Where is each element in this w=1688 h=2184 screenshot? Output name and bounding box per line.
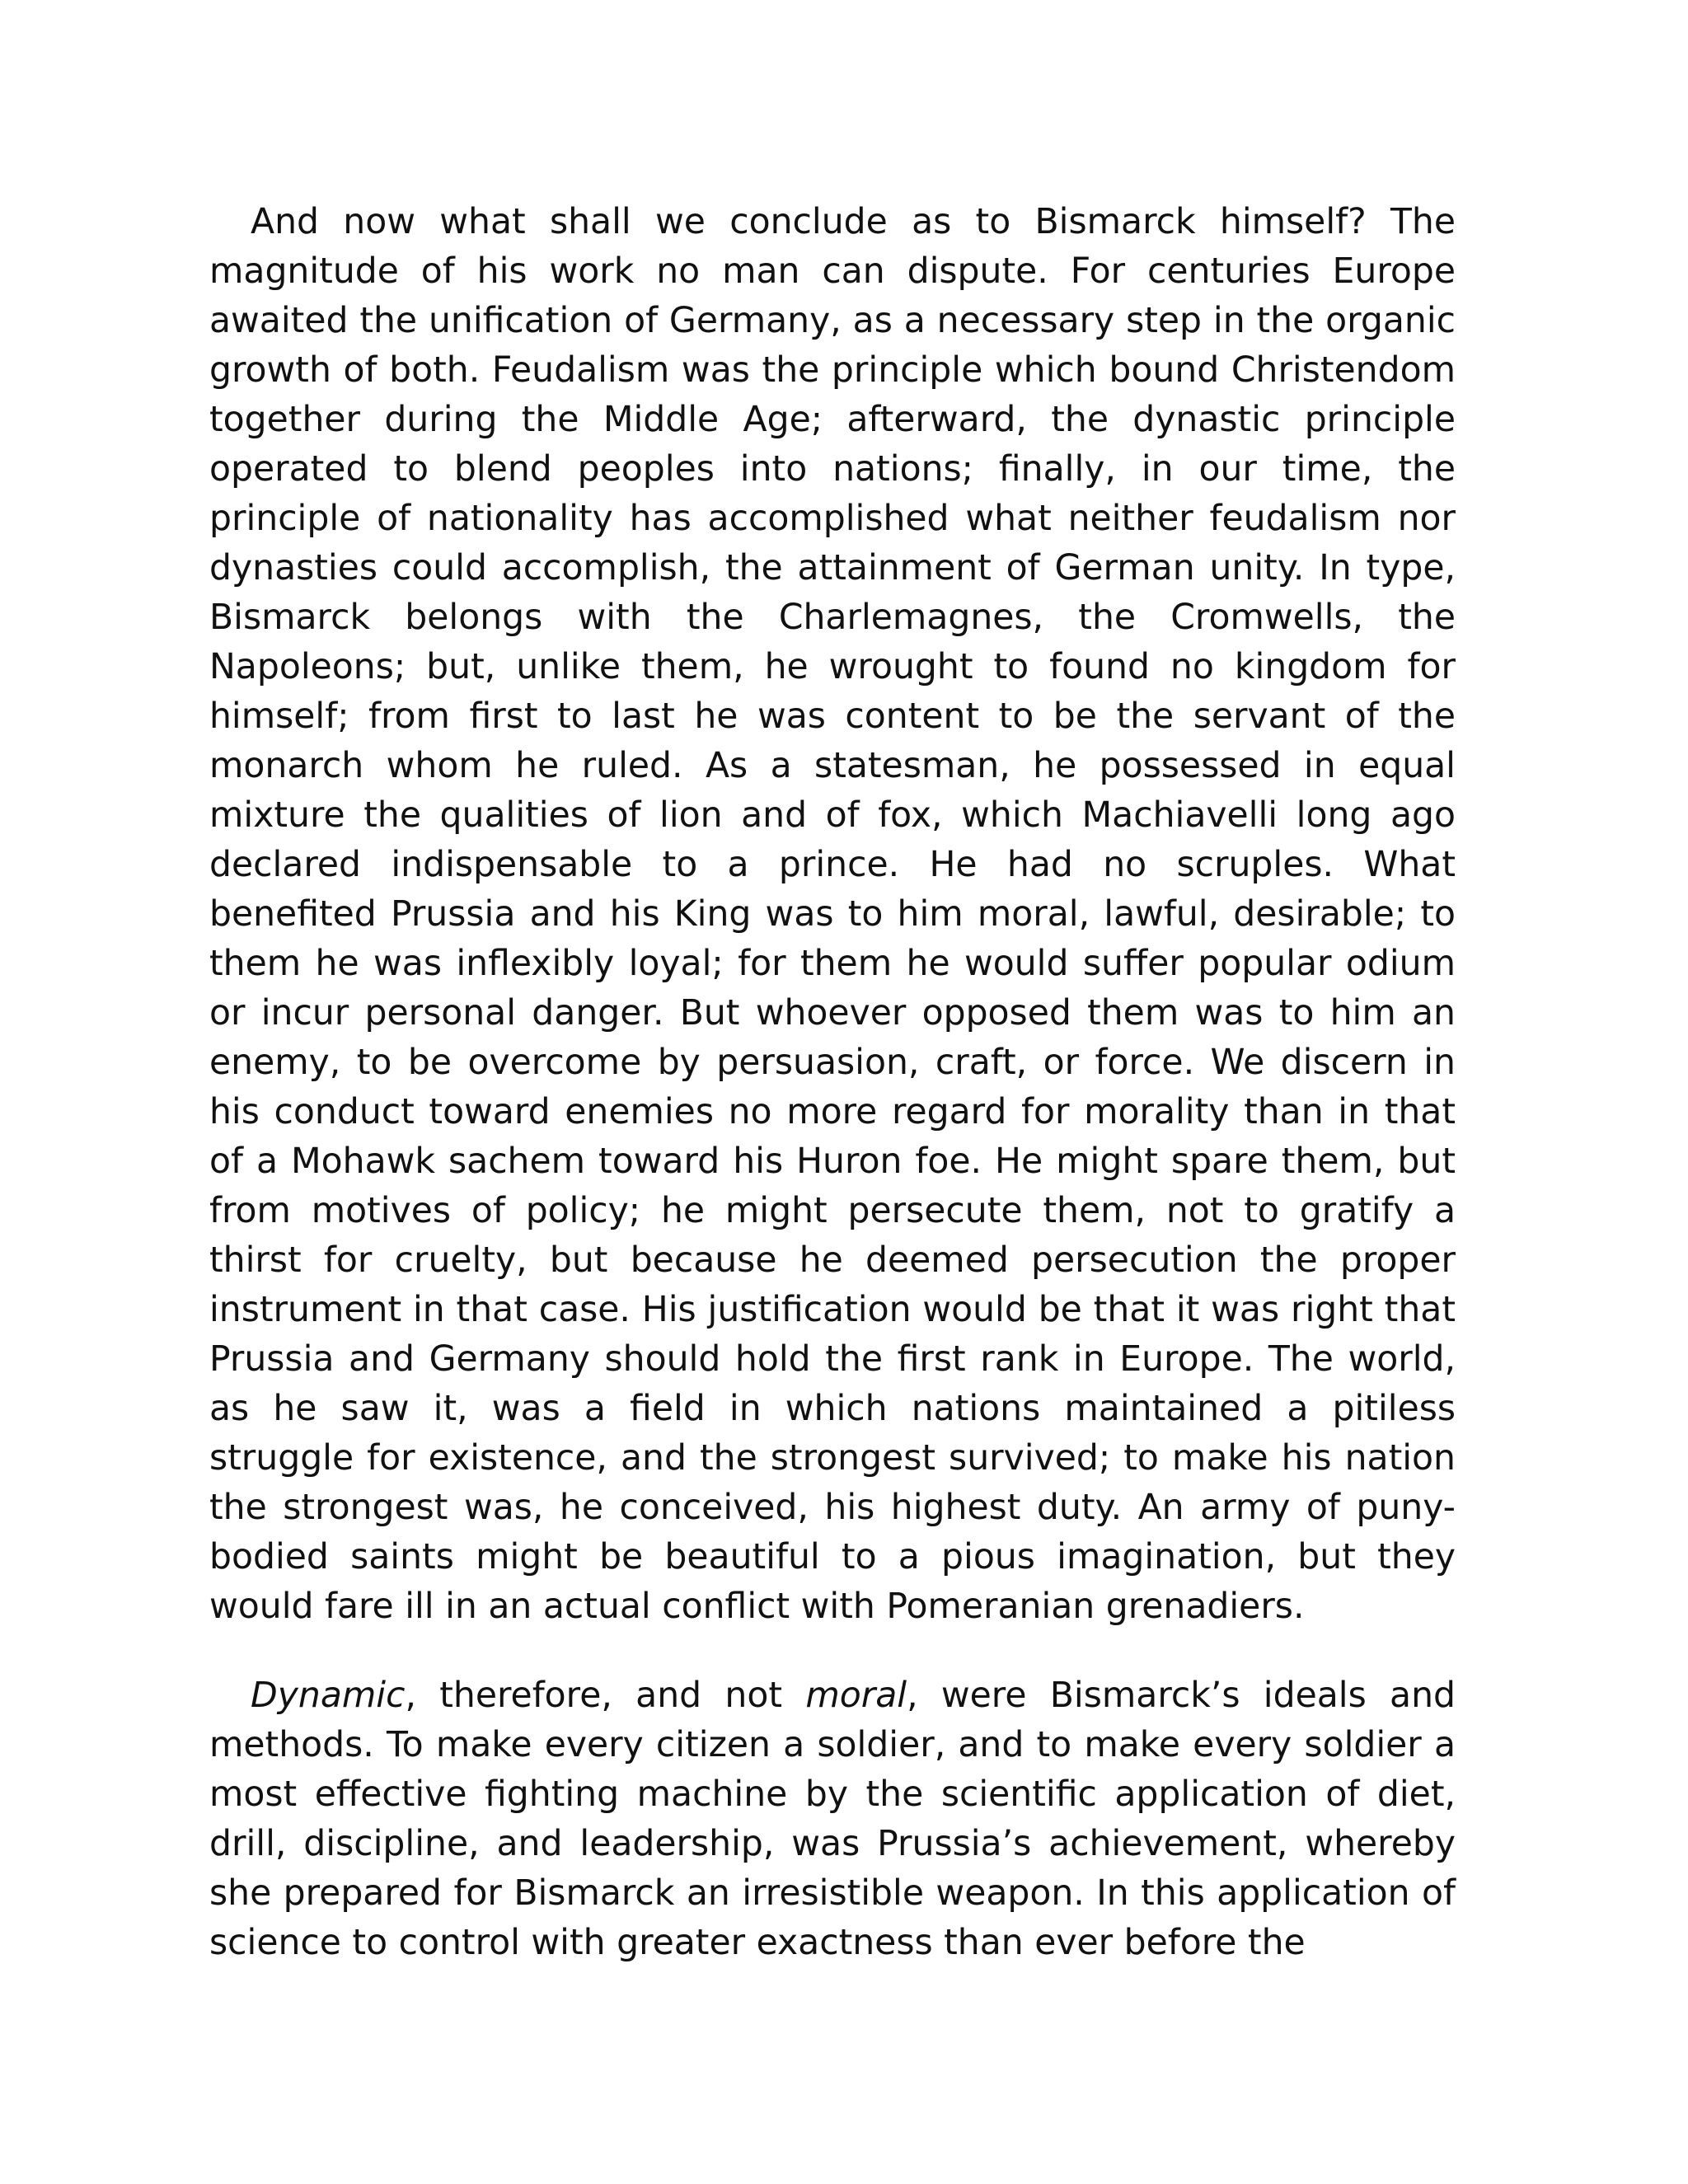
italic-word-dynamic: Dynamic bbox=[251, 1675, 406, 1716]
paragraph-text-segment: , therefore, and not bbox=[405, 1675, 806, 1716]
italic-word-moral: moral bbox=[805, 1675, 907, 1716]
paragraph-bismarck-conclusion: And now what shall we conclude as to Bismarck himself? The magnitude of his work no man can dispute. For centuries Europe awaited the unification of Germany, as a necessary step in the organic growth of both. Feudalism was the principle which bound Christendom together during the Middle Age; afterward, the dynastic principle operated to blend peoples into nations; finally, in our time, the principle of nationality has accomplished what neither feudalism nor dynasties could accomplish, the attainment of German unity. In type, Bismarck belongs with the Charlemagnes, the Cromwells, the Napoleons; but, unlike them, he wrought to found no kingdom for himself; from first to last he was content to be the servant of the monarch whom he ruled. As a statesman, he possessed in equal mixture the qualities of lion and of fox, which Machiavelli long ago declared indispensable to a prince. He had no scruples. What benefited Prussia and his King was to him moral, lawful, desirable; to them he was inflexibly loyal; for them he would suffer popular odium or incur personal danger. But whoever opposed them was to him an enemy, to be overcome by persuasion, craft, or force. We discern in his conduct toward enemies no more regard for morality than in that of a Mohawk sachem toward his Huron foe. He might spare them, but from motives of policy; he might persecute them, not to gratify a thirst for cruelty, but because he deemed persecution the proper instrument in that case. His justification would be that it was right that Prussia and Germany should hold the first rank in Europe. The world, as he saw it, was a field in which nations maintained a pitiless struggle for existence, and the strongest survived; to make his nation the strongest was, he conceived, his highest duty. An army of puny-bodied saints might be beautiful to a pious imagination, but they would fare ill in an actual conflict with Pomeranian grenadiers. bbox=[209, 202, 1456, 1627]
paragraph-dynamic-methods bbox=[209, 1671, 1456, 1968]
page-body bbox=[209, 198, 1456, 1968]
paragraph-text-segment: , were Bismarck’s ideals and methods. To make every citizen a soldier, and to make every soldier a most effective fighting machine by the scientific application of diet, drill, discipline, and leadership, was Prussia’s achievement, whereby she prepared for Bismarck an irresistible weapon. In this application of science to control with greater exactness than ever before the bbox=[209, 1675, 1456, 1963]
